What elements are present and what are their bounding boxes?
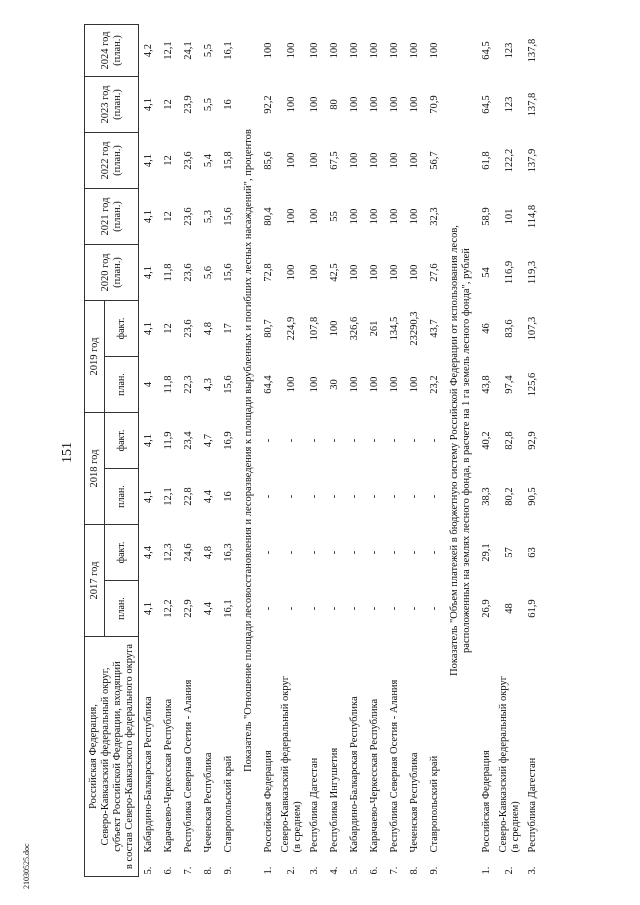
region-name-cell — [385, 637, 405, 855]
value-cell: 4,1 — [142, 601, 154, 616]
value-cell: - — [388, 550, 400, 555]
value-cell: - — [328, 606, 340, 611]
year-2019-header: 2019 год — [85, 301, 105, 413]
value-cell: 100 — [388, 264, 400, 281]
plan-header: план. — [105, 469, 139, 525]
value-cell: 4,8 — [202, 545, 214, 560]
row-number: 7. — [388, 866, 400, 875]
value-cell: 137,9 — [526, 148, 538, 173]
region-name: Российская Федерация — [262, 750, 274, 853]
value-cell: 30 — [328, 379, 340, 390]
value-cell: 11,9 — [162, 431, 174, 450]
value-cell: 100 — [408, 42, 420, 59]
value-cell: 4,7 — [202, 433, 214, 448]
value-cell: 100 — [388, 96, 400, 113]
table-row — [305, 25, 325, 877]
value-cell: 4,1 — [142, 321, 154, 336]
table-row — [219, 25, 239, 877]
section-title-row — [445, 25, 477, 877]
value-cell: 100 — [368, 376, 380, 393]
value-cell: 58,9 — [480, 207, 492, 226]
table-row — [325, 25, 345, 877]
value-cell: 100 — [285, 208, 297, 225]
region-name-cell — [477, 637, 497, 855]
table-row — [139, 25, 159, 877]
value-cell: 4,4 — [142, 545, 154, 560]
value-cell: 100 — [408, 96, 420, 113]
value-cell: 12 — [162, 155, 174, 166]
table-row — [279, 25, 305, 877]
value-cell: - — [368, 494, 380, 499]
value-cell: 55 — [328, 211, 340, 222]
value-cell: 5,3 — [202, 209, 214, 224]
value-cell: 23290,3 — [408, 311, 420, 346]
value-cell: 24,6 — [182, 543, 194, 562]
value-cell: - — [388, 438, 400, 443]
year-2024-header: 2024 год (план.) — [85, 25, 139, 77]
value-cell: 57 — [503, 547, 515, 558]
value-cell: 38,3 — [480, 487, 492, 506]
region-name-cell — [365, 637, 385, 855]
value-cell: 4,1 — [142, 153, 154, 168]
value-cell: 4 — [142, 381, 154, 388]
value-cell: 16,1 — [222, 41, 234, 60]
fact-header: факт. — [105, 525, 139, 581]
value-cell: 123 — [503, 96, 515, 113]
value-cell: 100 — [348, 376, 360, 393]
value-cell: 12,1 — [162, 41, 174, 60]
value-cell: - — [308, 494, 320, 499]
value-cell: 4,8 — [202, 321, 214, 336]
value-cell: 100 — [388, 152, 400, 169]
row-number: 2. — [503, 866, 515, 875]
value-cell: 261 — [368, 320, 380, 337]
row-number: 3. — [526, 866, 538, 875]
value-cell: 5,6 — [202, 265, 214, 280]
value-cell: - — [308, 438, 320, 443]
value-cell: - — [262, 438, 274, 443]
region-name-cell — [139, 637, 159, 855]
region-name-cell — [159, 637, 179, 855]
value-cell: 100 — [408, 152, 420, 169]
year-2020-header: 2020 год (план.) — [85, 245, 139, 301]
value-cell: 12 — [162, 323, 174, 334]
section-title-line: Показатель "Отношение площади лесовосстановления и лесоразведения к площади вырубленных и погибших лесных насаждений", процентов — [242, 129, 254, 772]
value-cell: 100 — [388, 376, 400, 393]
section-title-row — [239, 25, 259, 877]
value-cell: 23,4 — [182, 431, 194, 450]
value-cell: 80,7 — [262, 319, 274, 338]
value-cell: 100 — [285, 96, 297, 113]
value-cell: - — [408, 494, 420, 499]
value-cell: 83,6 — [503, 319, 515, 338]
fact-header: факт. — [105, 301, 139, 357]
region-name: Чеченская Республика — [202, 752, 214, 853]
table-row — [179, 25, 199, 877]
value-cell: 100 — [348, 152, 360, 169]
value-cell: 29,1 — [480, 543, 492, 562]
value-cell: 23,6 — [182, 319, 194, 338]
table-row — [405, 25, 425, 877]
value-cell: 64,5 — [480, 41, 492, 60]
region-name-cell — [219, 637, 239, 855]
value-cell: - — [328, 438, 340, 443]
row-number: 8. — [408, 866, 420, 875]
value-cell: 26,9 — [480, 599, 492, 618]
value-cell: 80,4 — [262, 207, 274, 226]
value-cell: 137,8 — [526, 38, 538, 63]
plan-header: план. — [105, 581, 139, 637]
value-cell: 15,6 — [222, 207, 234, 226]
value-cell: - — [308, 550, 320, 555]
value-cell: 100 — [262, 42, 274, 59]
value-cell: 22,9 — [182, 599, 194, 618]
plan-header: план. — [105, 357, 139, 413]
value-cell: 4,2 — [142, 43, 154, 58]
value-cell: 67,5 — [328, 151, 340, 170]
indicators-table — [84, 24, 543, 877]
value-cell: - — [408, 606, 420, 611]
value-cell: 100 — [368, 208, 380, 225]
value-cell: 61,9 — [526, 599, 538, 618]
value-cell: 92,2 — [262, 95, 274, 114]
year-2022-header: 2022 год (план.) — [85, 133, 139, 189]
region-name-cell — [305, 637, 325, 855]
section-title-line: расположенных на землях лесного фонда, в расчете на 1 га земель лесного фонда", рублей — [460, 248, 472, 653]
value-cell: - — [348, 550, 360, 555]
value-cell: 100 — [285, 264, 297, 281]
value-cell: 97,4 — [503, 375, 515, 394]
row-number: 4. — [328, 866, 340, 875]
table-row — [159, 25, 179, 877]
value-cell: 15,6 — [222, 375, 234, 394]
value-cell: 24,1 — [182, 41, 194, 60]
value-cell: 134,5 — [388, 316, 400, 341]
value-cell: - — [328, 494, 340, 499]
value-cell: 100 — [348, 96, 360, 113]
region-name: Ставропольский край — [428, 755, 440, 853]
value-cell: 100 — [408, 264, 420, 281]
region-name: Кабардино-Балкарская Республика — [348, 696, 360, 853]
region-name-cell — [259, 637, 279, 855]
table-body — [139, 25, 543, 877]
value-cell: 23,6 — [182, 207, 194, 226]
value-cell: 4,1 — [142, 97, 154, 112]
value-cell: 4,1 — [142, 209, 154, 224]
value-cell: 107,8 — [308, 316, 320, 341]
value-cell: 4,1 — [142, 265, 154, 280]
row-number: 7. — [182, 866, 194, 875]
table-row — [345, 25, 365, 877]
year-2023-header: 2023 год (план.) — [85, 77, 139, 133]
value-cell: 54 — [480, 267, 492, 278]
value-cell: 61,8 — [480, 151, 492, 170]
value-cell: 90,5 — [526, 487, 538, 506]
section-title — [239, 25, 259, 877]
value-cell: 119,3 — [526, 260, 538, 285]
value-cell: 43,8 — [480, 375, 492, 394]
value-cell: - — [262, 494, 274, 499]
region-name-cell — [523, 637, 543, 855]
row-number: 8. — [202, 866, 214, 875]
value-cell: 100 — [388, 42, 400, 59]
value-cell: 12 — [162, 211, 174, 222]
value-cell: 4,4 — [202, 489, 214, 504]
value-cell: 100 — [368, 152, 380, 169]
row-number: 3. — [308, 866, 320, 875]
value-cell: 326,6 — [348, 316, 360, 341]
value-cell: 100 — [368, 264, 380, 281]
value-cell: 12,2 — [162, 599, 174, 618]
value-cell: 100 — [368, 96, 380, 113]
value-cell: - — [328, 550, 340, 555]
row-number: 1. — [480, 866, 492, 875]
value-cell: 23,6 — [182, 151, 194, 170]
value-cell: 107,3 — [526, 316, 538, 341]
region-name-cell — [279, 637, 305, 855]
value-cell: 137,8 — [526, 92, 538, 117]
value-cell: 100 — [408, 208, 420, 225]
value-cell: 17 — [222, 323, 234, 334]
table-row — [199, 25, 219, 877]
year-2021-header: 2021 год (план.) — [85, 189, 139, 245]
value-cell: 125,6 — [526, 372, 538, 397]
value-cell: 100 — [308, 208, 320, 225]
row-number: 1. — [262, 866, 274, 875]
value-cell: 4,1 — [142, 433, 154, 448]
region-name: Республика Дагестан — [308, 757, 320, 853]
value-cell: 100 — [348, 208, 360, 225]
value-cell: 43,7 — [428, 319, 440, 338]
value-cell: 100 — [328, 42, 340, 59]
section-title-line: Показатель "Объем платежей в бюджетную систему Российской Федерации от использования лесов, — [448, 225, 460, 676]
row-number: 2. — [285, 866, 297, 875]
table-row — [425, 25, 445, 877]
value-cell: 40,2 — [480, 431, 492, 450]
value-cell: 27,6 — [428, 263, 440, 282]
value-cell: - — [285, 494, 297, 499]
value-cell: 12 — [162, 99, 174, 110]
value-cell: 63 — [526, 547, 538, 558]
region-name: Ставропольский край — [222, 755, 234, 853]
value-cell: 100 — [308, 42, 320, 59]
table-row — [477, 25, 497, 877]
region-name: Кабардино-Балкарская Республика — [142, 696, 154, 853]
value-cell: - — [262, 606, 274, 611]
value-cell: 100 — [308, 152, 320, 169]
region-name-cell — [405, 637, 425, 855]
value-cell: 100 — [285, 376, 297, 393]
value-cell: - — [285, 606, 297, 611]
value-cell: - — [285, 550, 297, 555]
region-name: Республика Северная Осетия - Алания — [182, 679, 194, 853]
value-cell: 100 — [408, 376, 420, 393]
value-cell: - — [428, 438, 440, 443]
value-cell: 16,1 — [222, 599, 234, 618]
page-number: 151 — [60, 442, 75, 463]
row-number: 5. — [348, 866, 360, 875]
region-name: Республика Ингушетия — [328, 747, 340, 853]
value-cell: - — [388, 494, 400, 499]
section-title — [445, 25, 477, 877]
value-cell: 15,8 — [222, 151, 234, 170]
value-cell: 4,4 — [202, 601, 214, 616]
value-cell: 122,2 — [503, 148, 515, 173]
value-cell: 100 — [368, 42, 380, 59]
value-cell: 16 — [222, 491, 234, 502]
region-name-cell — [325, 637, 345, 855]
value-cell: 123 — [503, 42, 515, 59]
value-cell: 22,8 — [182, 487, 194, 506]
value-cell: 12,3 — [162, 543, 174, 562]
value-cell: 12,1 — [162, 487, 174, 506]
value-cell: 72,8 — [262, 263, 274, 282]
region-name: Северо-Кавказский федеральный округ — [279, 675, 291, 853]
value-cell: - — [368, 550, 380, 555]
value-cell: - — [408, 550, 420, 555]
value-cell: 23,9 — [182, 95, 194, 114]
value-cell: - — [348, 438, 360, 443]
region-name: Северо-Кавказский федеральный округ — [497, 675, 509, 853]
value-cell: - — [408, 438, 420, 443]
value-cell: - — [348, 494, 360, 499]
value-cell: 32,3 — [428, 207, 440, 226]
value-cell: 11,8 — [162, 263, 174, 282]
table-row — [523, 25, 543, 877]
value-cell: - — [348, 606, 360, 611]
row-number: 6. — [368, 866, 380, 875]
value-cell: 4,3 — [202, 377, 214, 392]
value-cell: 64,5 — [480, 95, 492, 114]
value-cell: 16 — [222, 99, 234, 110]
region-name-cell — [497, 637, 523, 855]
value-cell: 15,6 — [222, 263, 234, 282]
value-cell: - — [285, 438, 297, 443]
value-cell: 224,9 — [285, 316, 297, 341]
value-cell: 100 — [328, 320, 340, 337]
region-column-header: Российская Федерация, Северо-Кавказский федеральный округ, субъект Российской Федерации, входящий в состав Северо-Кавказского федерального округа — [85, 637, 139, 877]
table-row — [385, 25, 405, 877]
value-cell: 56,7 — [428, 151, 440, 170]
value-cell: 92,9 — [526, 431, 538, 450]
row-number: 6. — [162, 866, 174, 875]
region-name-note: (в среднем) — [291, 801, 303, 853]
region-name-cell — [425, 637, 445, 855]
value-cell: - — [308, 606, 320, 611]
value-cell: 100 — [348, 42, 360, 59]
value-cell: 22,3 — [182, 375, 194, 394]
value-cell: 100 — [348, 264, 360, 281]
region-name-note: (в среднем) — [509, 801, 521, 853]
value-cell: 82,8 — [503, 431, 515, 450]
value-cell: 100 — [308, 96, 320, 113]
region-name: Республика Северная Осетия - Алания — [388, 679, 400, 853]
value-cell: 101 — [503, 208, 515, 225]
value-cell: - — [428, 606, 440, 611]
region-name: Карачаево-Черкесская Республика — [368, 698, 380, 853]
value-cell: 100 — [308, 376, 320, 393]
region-name-cell — [199, 637, 219, 855]
value-cell: 100 — [285, 152, 297, 169]
region-name: Чеченская Республика — [408, 752, 420, 853]
table-row — [497, 25, 523, 877]
year-2017-header: 2017 год — [85, 525, 105, 637]
value-cell: 48 — [503, 603, 515, 614]
value-cell: 11,8 — [162, 375, 174, 394]
region-name: Республика Дагестан — [526, 757, 538, 853]
value-cell: 80 — [328, 99, 340, 110]
value-cell: - — [388, 606, 400, 611]
value-cell: 70,9 — [428, 95, 440, 114]
value-cell: 100 — [388, 208, 400, 225]
value-cell: 64,4 — [262, 375, 274, 394]
value-cell: - — [262, 550, 274, 555]
value-cell: 4,1 — [142, 489, 154, 504]
value-cell: 23,6 — [182, 263, 194, 282]
value-cell: 42,5 — [328, 263, 340, 282]
value-cell: 5,4 — [202, 153, 214, 168]
value-cell: 5,5 — [202, 43, 214, 58]
value-cell: 100 — [285, 42, 297, 59]
region-name-cell — [179, 637, 199, 855]
value-cell: 16,3 — [222, 543, 234, 562]
value-cell: - — [428, 550, 440, 555]
row-number: 5. — [142, 866, 154, 875]
value-cell: - — [428, 494, 440, 499]
region-name: Карачаево-Черкесская Республика — [162, 698, 174, 853]
fact-header: факт. — [105, 413, 139, 469]
table-row — [365, 25, 385, 877]
year-2018-header: 2018 год — [85, 413, 105, 525]
value-cell: 100 — [308, 264, 320, 281]
value-cell: - — [368, 606, 380, 611]
value-cell: 80,2 — [503, 487, 515, 506]
document-id: 21030525.doc — [22, 843, 31, 889]
value-cell: 5,5 — [202, 97, 214, 112]
value-cell: 85,6 — [262, 151, 274, 170]
row-number: 9. — [428, 866, 440, 875]
region-name: Российская Федерация — [480, 750, 492, 853]
value-cell: - — [368, 438, 380, 443]
value-cell: 100 — [428, 42, 440, 59]
region-name-cell — [345, 637, 365, 855]
value-cell: 46 — [480, 323, 492, 334]
value-cell: 116,9 — [503, 260, 515, 285]
value-cell: 114,8 — [526, 204, 538, 229]
row-number: 9. — [222, 866, 234, 875]
value-cell: 16,9 — [222, 431, 234, 450]
value-cell: 23,2 — [428, 375, 440, 394]
table-row — [259, 25, 279, 877]
